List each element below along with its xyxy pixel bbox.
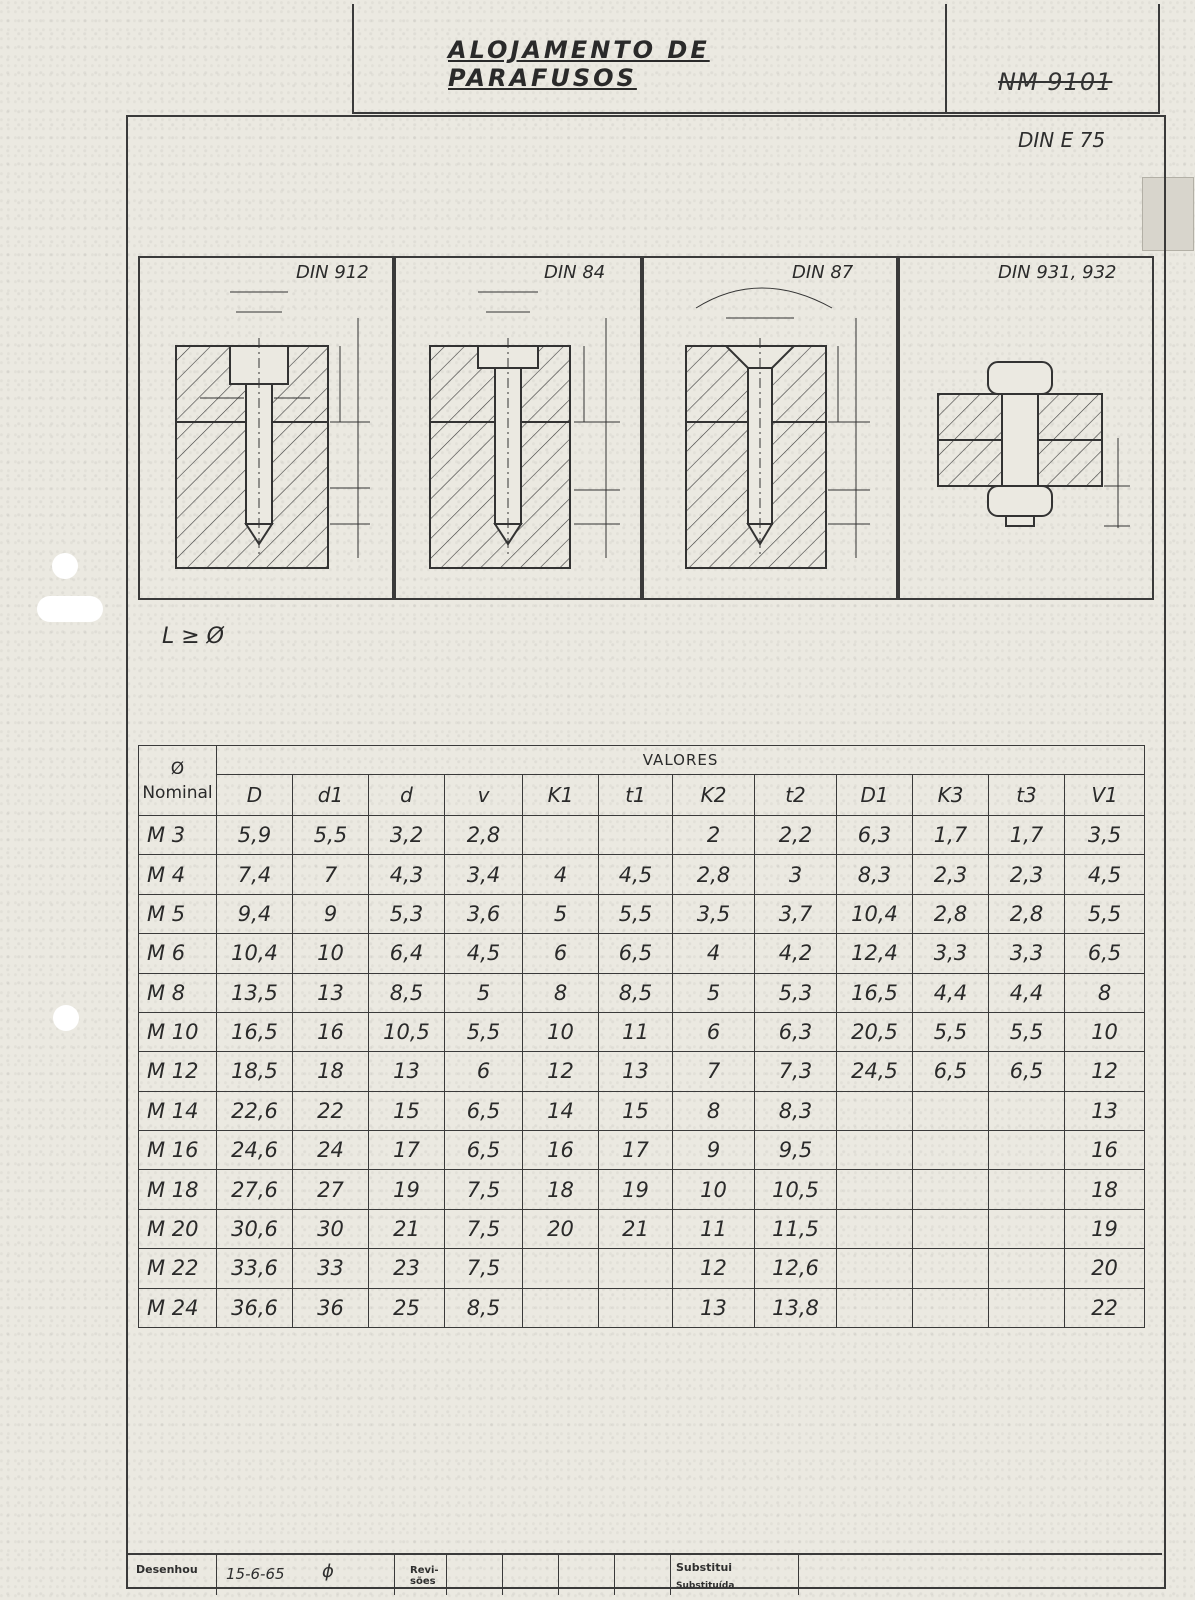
value-cell: 27: [293, 1170, 369, 1209]
value-cell: 11: [673, 1209, 755, 1248]
table-row: [139, 1170, 1145, 1209]
value-cell: 5: [445, 973, 523, 1012]
value-cell: 3,4: [445, 855, 523, 894]
value-cell: 13,5: [217, 973, 293, 1012]
value-cell: 16: [523, 1131, 599, 1170]
value-cell: 10: [523, 1012, 599, 1051]
value-cell: 36: [293, 1288, 369, 1328]
value-cell: 13,8: [755, 1288, 837, 1328]
value-cell: 3,3: [989, 934, 1065, 973]
value-cell: 24,5: [837, 1052, 913, 1091]
value-cell: 12: [523, 1052, 599, 1091]
value-cell: [837, 1091, 913, 1130]
value-cell: 12: [673, 1249, 755, 1288]
value-cell: 8,5: [445, 1288, 523, 1328]
table-row: [139, 1091, 1145, 1130]
value-cell: 3,5: [1065, 816, 1145, 855]
value-cell: 13: [599, 1052, 673, 1091]
value-cell: [523, 1249, 599, 1288]
value-cell: 3,6: [445, 894, 523, 933]
table-row: [139, 1288, 1145, 1328]
value-cell: 9: [673, 1131, 755, 1170]
value-cell: 16,5: [217, 1012, 293, 1051]
value-cell: 4,2: [755, 934, 837, 973]
socket-head-screw-drawing: [140, 258, 394, 598]
table-row: [139, 973, 1145, 1012]
column-header: d1: [293, 775, 369, 816]
value-cell: 36,6: [217, 1288, 293, 1328]
nominal-size-cell: M 3: [139, 816, 217, 855]
value-cell: 3,2: [369, 816, 445, 855]
din-reference: DIN E 75: [1018, 128, 1106, 152]
diagram-din-912: [138, 256, 396, 600]
value-cell: [837, 1288, 913, 1328]
code-block: [943, 4, 1160, 114]
value-cell: [837, 1249, 913, 1288]
table-row: [139, 894, 1145, 933]
value-cell: 5,3: [755, 973, 837, 1012]
value-cell: 17: [599, 1131, 673, 1170]
value-cell: 6,3: [837, 816, 913, 855]
nominal-size-cell: M 16: [139, 1131, 217, 1170]
value-cell: 18: [293, 1052, 369, 1091]
nominal-size-cell: M 20: [139, 1209, 217, 1248]
value-cell: 9,4: [217, 894, 293, 933]
value-cell: 9: [293, 894, 369, 933]
column-header: K3: [913, 775, 989, 816]
slotted-cheese-head-screw-drawing: [394, 258, 642, 598]
nominal-size-cell: M 24: [139, 1288, 217, 1328]
value-cell: 13: [1065, 1091, 1145, 1130]
value-cell: [913, 1131, 989, 1170]
footer-cell-rev-1: [446, 1555, 503, 1595]
document-title: ALOJAMENTO DE PARAFUSOS: [448, 36, 710, 92]
value-cell: 4,4: [989, 973, 1065, 1012]
value-cell: 21: [369, 1209, 445, 1248]
footer-strip: [126, 1553, 1162, 1595]
table-group-header-row: [139, 746, 1145, 775]
nominal-size-cell: M 10: [139, 1012, 217, 1051]
column-header: t2: [755, 775, 837, 816]
value-cell: 4,5: [445, 934, 523, 973]
nominal-size-cell: M 18: [139, 1170, 217, 1209]
revisions-label: Revi- sões: [410, 1565, 439, 1587]
value-cell: 1,7: [913, 816, 989, 855]
value-cell: 6: [673, 1012, 755, 1051]
countersunk-screw-drawing: [642, 258, 898, 598]
value-cell: 19: [599, 1170, 673, 1209]
value-cell: 3: [755, 855, 837, 894]
footer-cell-rev-3: [558, 1555, 615, 1595]
value-cell: 2,8: [445, 816, 523, 855]
value-cell: 5: [673, 973, 755, 1012]
drawn-label: Desenhou: [136, 1563, 198, 1576]
value-cell: 6,3: [755, 1012, 837, 1051]
diagram-label-din-84: DIN 84: [544, 262, 606, 283]
value-cell: 22: [1065, 1288, 1145, 1328]
value-cell: 23: [369, 1249, 445, 1288]
value-cell: 8,5: [599, 973, 673, 1012]
table-row: [139, 1131, 1145, 1170]
value-cell: 4,5: [599, 855, 673, 894]
table-row: [139, 816, 1145, 855]
value-cell: [913, 1209, 989, 1248]
value-cell: 7,4: [217, 855, 293, 894]
nominal-size-cell: M 12: [139, 1052, 217, 1091]
diagram-label-din-912: DIN 912: [296, 262, 369, 283]
table-row: [139, 1249, 1145, 1288]
column-header: K2: [673, 775, 755, 816]
diagram-din-87: [640, 256, 900, 600]
value-cell: 6,5: [1065, 934, 1145, 973]
value-cell: [989, 1288, 1065, 1328]
value-cell: 13: [369, 1052, 445, 1091]
value-cell: 2,2: [755, 816, 837, 855]
value-cell: 7: [673, 1052, 755, 1091]
value-cell: 5,5: [445, 1012, 523, 1051]
document-code: NM 9101: [998, 68, 1113, 96]
value-cell: [913, 1249, 989, 1288]
nominal-size-cell: M 8: [139, 973, 217, 1012]
value-cell: 5,3: [369, 894, 445, 933]
value-cell: 8: [523, 973, 599, 1012]
column-header: D1: [837, 775, 913, 816]
value-cell: 13: [293, 973, 369, 1012]
value-cell: 2,3: [989, 855, 1065, 894]
value-cell: 16,5: [837, 973, 913, 1012]
value-cell: 11,5: [755, 1209, 837, 1248]
value-cell: 6,5: [445, 1131, 523, 1170]
value-cell: 7,5: [445, 1209, 523, 1248]
table-column-header-row: [139, 775, 1145, 816]
table-row: [139, 1012, 1145, 1051]
value-cell: 6,5: [989, 1052, 1065, 1091]
nominal-header: [139, 746, 217, 816]
diagram-label-din-87: DIN 87: [792, 262, 854, 283]
length-rule: L ≥ Ø: [162, 624, 224, 649]
value-cell: 12,6: [755, 1249, 837, 1288]
value-cell: 11: [599, 1012, 673, 1051]
value-cell: 9,5: [755, 1131, 837, 1170]
value-cell: [599, 816, 673, 855]
value-cell: [523, 1288, 599, 1328]
value-cell: 4,3: [369, 855, 445, 894]
value-cell: [837, 1131, 913, 1170]
value-cell: 18: [523, 1170, 599, 1209]
value-cell: 24,6: [217, 1131, 293, 1170]
value-cell: 6,5: [599, 934, 673, 973]
value-cell: 8,5: [369, 973, 445, 1012]
value-cell: [913, 1288, 989, 1328]
value-cell: [599, 1288, 673, 1328]
value-cell: 5,5: [599, 894, 673, 933]
nominal-size-cell: M 22: [139, 1249, 217, 1288]
punch-hole-upper: [52, 553, 78, 579]
punch-hole-middle: [37, 596, 103, 622]
value-cell: 17: [369, 1131, 445, 1170]
table-row: [139, 934, 1145, 973]
hex-bolt-drawing: [898, 258, 1152, 598]
value-cell: 22,6: [217, 1091, 293, 1130]
value-cell: 3,7: [755, 894, 837, 933]
value-cell: 19: [1065, 1209, 1145, 1248]
value-cell: 3,5: [673, 894, 755, 933]
value-cell: 8: [673, 1091, 755, 1130]
value-cell: 4,5: [1065, 855, 1145, 894]
value-cell: 1,7: [989, 816, 1065, 855]
column-header: D: [217, 775, 293, 816]
value-cell: 7,3: [755, 1052, 837, 1091]
value-cell: 19: [369, 1170, 445, 1209]
values-table: [138, 745, 1145, 1328]
drawn-initials: ɸ: [322, 1561, 334, 1582]
value-cell: [837, 1170, 913, 1209]
value-cell: 5,5: [1065, 894, 1145, 933]
value-cell: 5: [523, 894, 599, 933]
value-cell: 10,5: [755, 1170, 837, 1209]
diagram-din-84: [392, 256, 644, 600]
value-cell: 8,3: [755, 1091, 837, 1130]
replaced-by-label: Substituída: [676, 1581, 735, 1591]
value-cell: [989, 1131, 1065, 1170]
value-cell: [837, 1209, 913, 1248]
value-cell: 15: [599, 1091, 673, 1130]
value-cell: 18: [1065, 1170, 1145, 1209]
diagram-label-din-931-932: DIN 931, 932: [998, 262, 1117, 283]
value-cell: [599, 1249, 673, 1288]
value-cell: 8: [1065, 973, 1145, 1012]
value-cell: 14: [523, 1091, 599, 1130]
column-header: t1: [599, 775, 673, 816]
value-cell: [913, 1170, 989, 1209]
value-cell: 10,4: [217, 934, 293, 973]
footer-cell-rev-2: [502, 1555, 559, 1595]
value-cell: 10: [293, 934, 369, 973]
value-cell: 10,5: [369, 1012, 445, 1051]
value-cell: [523, 816, 599, 855]
value-cell: 6,4: [369, 934, 445, 973]
column-header: K1: [523, 775, 599, 816]
value-cell: 5,5: [989, 1012, 1065, 1051]
value-cell: 33: [293, 1249, 369, 1288]
value-cell: 2,8: [989, 894, 1065, 933]
column-header: v: [445, 775, 523, 816]
value-cell: 16: [293, 1012, 369, 1051]
value-cell: 6: [445, 1052, 523, 1091]
value-cell: 4: [673, 934, 755, 973]
value-cell: 2,8: [673, 855, 755, 894]
value-cell: 6: [523, 934, 599, 973]
value-cell: 24: [293, 1131, 369, 1170]
nominal-size-cell: M 6: [139, 934, 217, 973]
value-cell: 20: [523, 1209, 599, 1248]
value-cell: 10: [1065, 1012, 1145, 1051]
value-cell: 5,9: [217, 816, 293, 855]
values-group-header: VALORES: [217, 746, 1145, 775]
value-cell: 22: [293, 1091, 369, 1130]
value-cell: 27,6: [217, 1170, 293, 1209]
value-cell: 5,5: [293, 816, 369, 855]
value-cell: 6,5: [445, 1091, 523, 1130]
value-cell: 20,5: [837, 1012, 913, 1051]
diameter-symbol: Ø: [170, 758, 185, 779]
value-cell: 13: [673, 1288, 755, 1328]
value-cell: 6,5: [913, 1052, 989, 1091]
value-cell: 8,3: [837, 855, 913, 894]
nominal-label: Nominal: [142, 782, 213, 803]
value-cell: [989, 1249, 1065, 1288]
value-cell: 33,6: [217, 1249, 293, 1288]
column-header: V1: [1065, 775, 1145, 816]
value-cell: 7,5: [445, 1249, 523, 1288]
value-cell: 15: [369, 1091, 445, 1130]
footer-cell-replaces: [798, 1555, 1162, 1595]
value-cell: 30,6: [217, 1209, 293, 1248]
value-cell: 3,3: [913, 934, 989, 973]
footer-cell-rev-4: [614, 1555, 671, 1595]
value-cell: 2: [673, 816, 755, 855]
value-cell: 5,5: [913, 1012, 989, 1051]
value-cell: [989, 1170, 1065, 1209]
nominal-size-cell: M 14: [139, 1091, 217, 1130]
value-cell: 10: [673, 1170, 755, 1209]
value-cell: [989, 1091, 1065, 1130]
drawn-date: 15-6-65: [226, 1565, 285, 1583]
value-cell: 7: [293, 855, 369, 894]
value-cell: 7,5: [445, 1170, 523, 1209]
value-cell: 16: [1065, 1131, 1145, 1170]
value-cell: [989, 1209, 1065, 1248]
table-row: [139, 1209, 1145, 1248]
nominal-size-cell: M 4: [139, 855, 217, 894]
replaces-label: Substitui: [676, 1561, 733, 1574]
value-cell: 12,4: [837, 934, 913, 973]
value-cell: 12: [1065, 1052, 1145, 1091]
value-cell: 10,4: [837, 894, 913, 933]
value-cell: 30: [293, 1209, 369, 1248]
value-cell: 20: [1065, 1249, 1145, 1288]
value-cell: 25: [369, 1288, 445, 1328]
punch-hole-lower: [53, 1005, 79, 1031]
value-cell: 4: [523, 855, 599, 894]
value-cell: 18,5: [217, 1052, 293, 1091]
value-cell: 4,4: [913, 973, 989, 1012]
value-cell: 2,8: [913, 894, 989, 933]
value-cell: [913, 1091, 989, 1130]
table-row: [139, 1052, 1145, 1091]
column-header: t3: [989, 775, 1065, 816]
table-row: [139, 855, 1145, 894]
column-header: d: [369, 775, 445, 816]
nominal-size-cell: M 5: [139, 894, 217, 933]
value-cell: 21: [599, 1209, 673, 1248]
diagram-din-931-932: [896, 256, 1154, 600]
value-cell: 2,3: [913, 855, 989, 894]
table-body: [139, 816, 1145, 1328]
